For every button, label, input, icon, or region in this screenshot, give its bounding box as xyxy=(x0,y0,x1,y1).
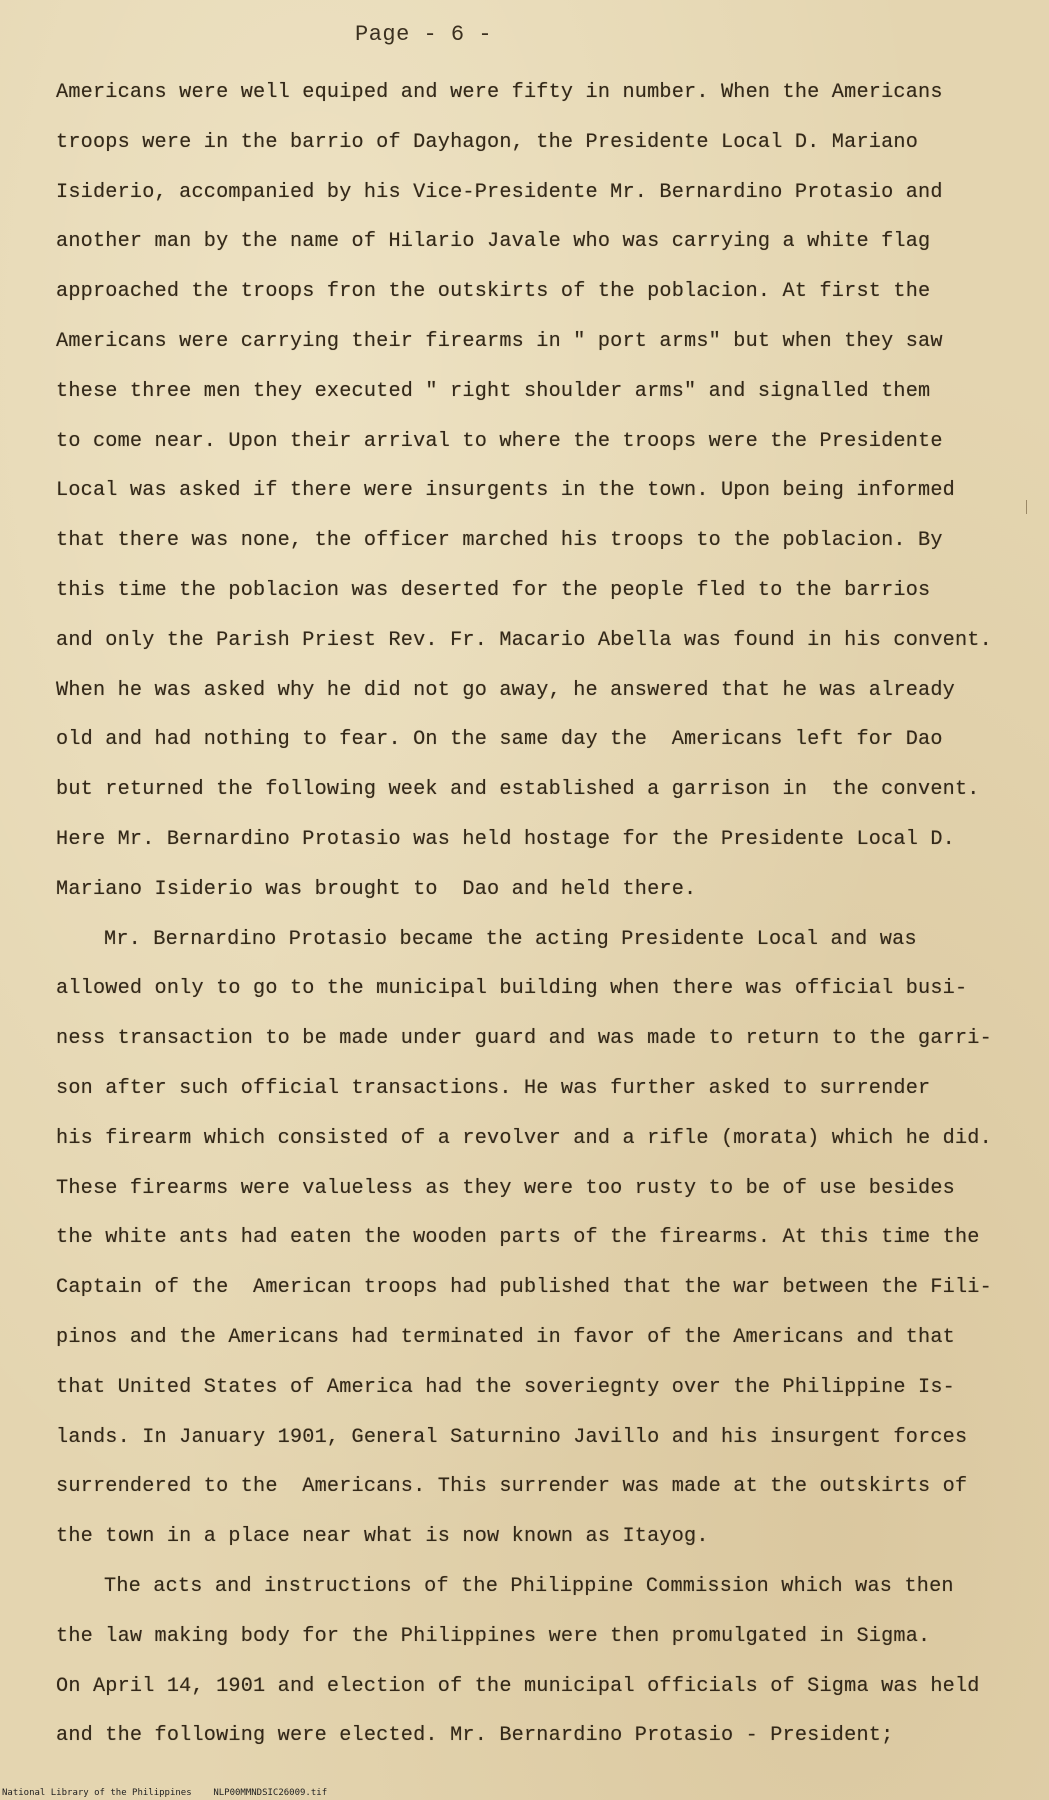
text-line: another man by the name of Hilario Javale who was carrying a white flag xyxy=(56,230,931,254)
text-line: son after such official transactions. He was further asked to surrender xyxy=(56,1076,931,1100)
text-line: Local was asked if there were insurgents in the town. Upon being informed xyxy=(56,479,955,503)
scan-footer: National Library of the Philippines NLP00MMNDSIC26009.tif xyxy=(2,1788,328,1798)
text-line: to come near. Upon their arrival to where the troops were the Presidente xyxy=(56,429,943,453)
text-line: Americans were well equiped and were fifty in number. When the Americans xyxy=(56,81,943,104)
page-header: Page - 6 - xyxy=(355,22,493,47)
text-line: When he was asked why he did not go away, he answered that he was already xyxy=(56,678,955,702)
text-line: that United States of America had the soveriegnty over the Philippine Is- xyxy=(56,1375,955,1399)
text-line: surrendered to the Americans. This surrender was made at the outskirts of xyxy=(56,1475,968,1499)
text-line: The acts and instructions of the Philippine Commission which was then xyxy=(104,1574,954,1598)
page-body xyxy=(56,68,1016,1761)
text-line: and the following were elected. Mr. Bernardino Protasio - President; xyxy=(56,1724,894,1748)
text-line: Isiderio, accompanied by his Vice-Presidente Mr. Bernardino Protasio and xyxy=(56,180,943,204)
text-line: that there was none, the officer marched his troops to the poblacion. By xyxy=(56,529,943,553)
text-line: lands. In January 1901, General Saturnino Javillo and his insurgent forces xyxy=(56,1425,968,1449)
text-line: his firearm which consisted of a revolver and a rifle (morata) which he did. xyxy=(56,1126,992,1150)
text-line: Captain of the American troops had published that the war between the Fili- xyxy=(56,1276,992,1300)
text-line: ness transaction to be made under guard and was made to return to the garri- xyxy=(56,1027,992,1051)
text-line: Mr. Bernardino Protasio became the acting Presidente Local and was xyxy=(104,927,917,951)
text-line: this time the poblacion was deserted for the people fled to the barrios xyxy=(56,578,931,602)
paragraph-2 xyxy=(56,915,1016,1562)
text-line: approached the troops fron the outskirts of the poblacion. At first the xyxy=(56,280,931,304)
text-line: troops were in the barrio of Dayhagon, the Presidente Local D. Mariano xyxy=(56,130,919,154)
text-line: old and had nothing to fear. On the same day the Americans left for Dao xyxy=(56,728,943,752)
text-line: the law making body for the Philippines were then promulgated in Sigma. xyxy=(56,1624,931,1648)
paragraph-1 xyxy=(56,68,1016,915)
text-line: Americans were carrying their firearms in " port arms" but when they saw xyxy=(56,329,943,353)
text-line: and only the Parish Priest Rev. Fr. Macario Abella was found in his convent. xyxy=(56,628,992,652)
paper-mark xyxy=(1026,500,1027,514)
text-line: Here Mr. Bernardino Protasio was held hostage for the Presidente Local D. xyxy=(56,827,955,851)
text-line: the white ants had eaten the wooden parts of the firearms. At this time the xyxy=(56,1226,980,1250)
text-line: but returned the following week and established a garrison in the convent. xyxy=(56,778,980,802)
text-line: Mariano Isiderio was brought to Dao and held there. xyxy=(56,877,697,901)
text-line: the town in a place near what is now known as Itayog. xyxy=(56,1525,709,1549)
paragraph-3 xyxy=(56,1562,1016,1761)
text-line: On April 14, 1901 and election of the municipal officials of Sigma was held xyxy=(56,1674,980,1698)
text-line: pinos and the Americans had terminated in favor of the Americans and that xyxy=(56,1325,955,1349)
text-line: These firearms were valueless as they were too rusty to be of use besides xyxy=(56,1176,955,1200)
text-line: these three men they executed " right shoulder arms" and signalled them xyxy=(56,379,931,403)
text-line: allowed only to go to the municipal building when there was official busi- xyxy=(56,977,968,1001)
